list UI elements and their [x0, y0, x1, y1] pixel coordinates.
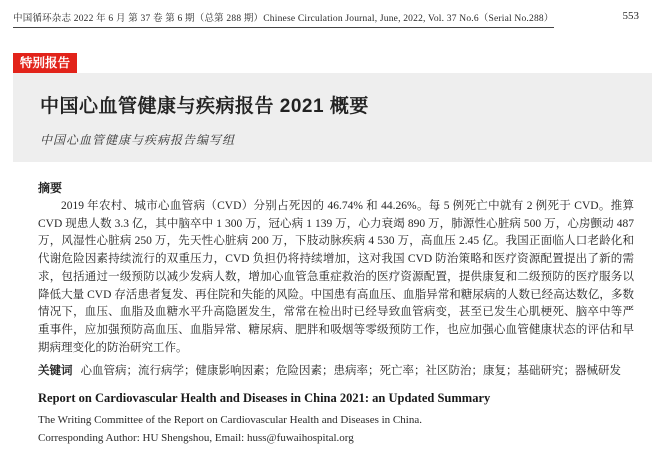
special-report-badge: 特别报告 — [13, 53, 77, 74]
keywords-row — [38, 362, 634, 378]
english-committee-line: The Writing Committee of the Report on Cardiovascular Health and Diseases in China. — [38, 414, 422, 426]
abstract-heading: 摘要 — [38, 181, 63, 195]
article-title: 中国心血管健康与疾病报告 2021 概要 — [40, 96, 369, 117]
author-group: 中国心血管健康与疾病报告编写组 — [40, 133, 236, 147]
abstract-body: 2019 年农村、城市心血管病（CVD）分别占死因的 46.74% 和 44.26%。每 5 例死亡中就有 2 例死于 CVD。推算 CVD 现患人数 3.3 亿，其中脑卒中 1 300 万，冠心病 1 139 万，心力衰竭 890 万，肺源性心脏病 500 万，心房颤动 487 万，风湿性心脏病 250 万，先天性心脏病 200 万，下肢动脉疾病 4 530 万，高血压 2.45 亿。我国正面临人口老龄化和代谢危险因素持续流行的双重压力，CVD 负担仍将持续增加，这对我国 CVD 防治策略和医疗资源配置提出了新的需求，包括通过一级预防以减少发病人数，增加心血管急重症救治的医疗资源配置，提供康复和二级预防的医疗服务以降低大量 CVD 存活患者复发、再住院和失能的风险。中国患有高血压、血脂异常和糖尿病的人数已经高达数亿，多数情况下，血压、血脂及血糖水平升高隐匿发生，常常在检出时已经导致血管病变，甚至已发生心肌梗死、脑卒中等严重事件，应加强预防高血压、血脂异常、糖尿病、肥胖和吸烟等零级预防工作，也应加强心血管健康状态的评估和早期病理变化的防治研究工作。 — [38, 200, 634, 354]
corresponding-author-line: Corresponding Author: HU Shengshou, Email: huss@fuwaihospital.org — [38, 432, 354, 444]
keywords-label: 关键词 — [38, 365, 73, 377]
page-header — [13, 10, 655, 28]
keywords-text: 心血管病；流行病学；健康影响因素；危险因素；患病率；死亡率；社区防治；康复；基础研究；器械研发 — [80, 365, 621, 377]
title-block — [13, 73, 652, 162]
journal-citation-line: 中国循环杂志 2022 年 6 月 第 37 卷 第 6 期（总第 288 期）Chinese Circulation Journal, June, 2022, Vol. 37 No.6（Serial No.288） — [13, 10, 554, 28]
english-title: Report on Cardiovascular Health and Diseases in China 2021: an Updated Summary — [38, 391, 491, 405]
page-number: 553 — [622, 10, 639, 22]
